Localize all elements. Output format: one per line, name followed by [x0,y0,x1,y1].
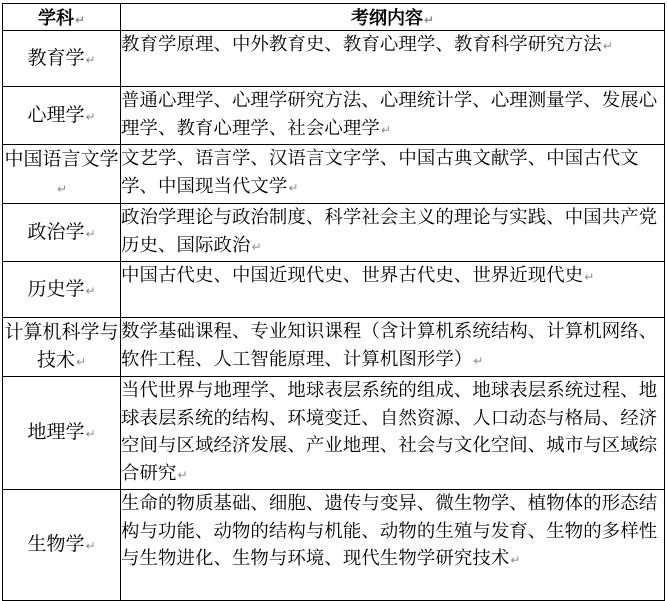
subject-cell: 生物学↵ [3,490,121,601]
table-row [3,145,665,204]
content-cell: 数学基础课程、专业知识课程（含计算机系统结构、计算机网络、软件工程、人工智能原理、计算机图形学）↵ [121,318,665,377]
table-row [3,490,665,601]
content-cell: 政治学理论与政治制度、科学社会主义的理论与实践、中国共产党历史、国际政治↵ [121,204,665,262]
subject-cell: 计算机科学与技术↵ [3,318,121,377]
content-cell: 教育学原理、中外教育史、教育心理学、教育科学研究方法↵ [121,31,665,87]
table-row [3,262,665,318]
table-row [3,377,665,490]
table-row [3,31,665,87]
content-cell: 当代世界与地理学、地球表层系统的组成、地球表层系统过程、地球表层系统的结构、环境变迁、自然资源、人口动态与格局、经济空间与区域经济发展、产业地理、社会与文化空间、城市与区域综合研究↵ [121,377,665,490]
subject-cell: 地理学↵ [3,377,121,490]
header-row [3,4,665,31]
subject-cell: 政治学↵ [3,204,121,262]
subject-cell: 心理学↵ [3,87,121,145]
content-cell: 文艺学、语言学、汉语言文字学、中国古典文献学、中国古代文学、中国现当代文学↵ [121,145,665,204]
table-row [3,87,665,145]
subject-cell: 历史学↵ [3,262,121,318]
content-cell: 生命的物质基础、细胞、遗传与变异、微生物学、植物体的形态结构与功能、动物的结构与机能、动物的生殖与发育、生物的多样性与生物进化、生物与环境、现代生物学研究技术↵ [121,490,665,601]
content-cell: 普通心理学、心理学研究方法、心理统计学、心理测量学、发展心理学、教育心理学、社会心理学↵ [121,87,665,145]
header-content: 考纲内容↵ [121,4,665,31]
subject-cell: 中国语言文学↵ [3,145,121,204]
table-row [3,318,665,377]
header-subject: 学科↵ [3,4,121,31]
content-cell: 中国古代史、中国近现代史、世界古代史、世界近现代史↵ [121,262,665,318]
syllabus-table [2,3,665,601]
table-row [3,204,665,262]
subject-cell: 教育学↵ [3,31,121,87]
